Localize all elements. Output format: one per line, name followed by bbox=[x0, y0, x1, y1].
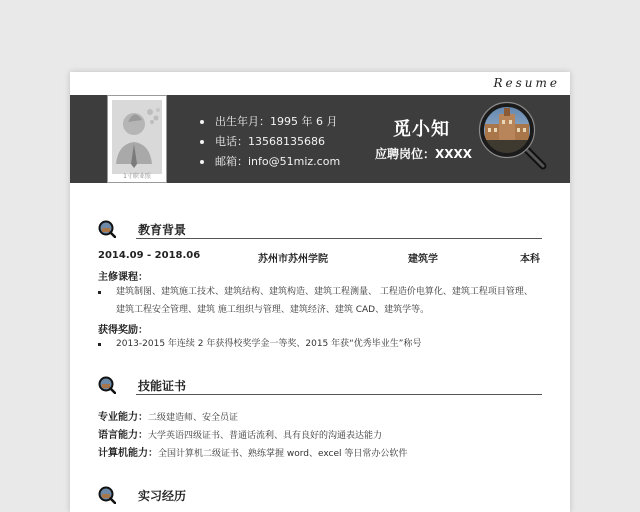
skill-row-professional bbox=[98, 408, 238, 423]
section-skills-title: 技能证书 bbox=[138, 379, 187, 393]
photo-frame bbox=[107, 95, 167, 183]
magnifier-small-icon bbox=[98, 486, 116, 504]
resume-label: Resume bbox=[493, 76, 560, 90]
awards-text: 2013-2015 年连续 2 年获得校奖学金一等奖、2015 年获“优秀毕业生”称号 bbox=[116, 339, 422, 349]
bullet-icon bbox=[200, 120, 204, 124]
section-internship-title: 实习经历 bbox=[138, 489, 187, 503]
education-period: 2014.09 - 2018.06 bbox=[98, 250, 201, 261]
resume-header bbox=[70, 95, 570, 183]
education-school: 苏州市苏州学院 bbox=[258, 254, 328, 265]
skill-value: 大学英语四级证书、普通话流利、具有良好的沟通表达能力 bbox=[148, 431, 383, 441]
info-birth bbox=[200, 112, 340, 132]
bullet-icon bbox=[98, 343, 101, 346]
personal-info-list bbox=[200, 112, 340, 172]
email-text: 邮箱：info@51miz.com bbox=[215, 155, 341, 168]
person-icon bbox=[112, 100, 162, 174]
section-education-title: 教育背景 bbox=[138, 223, 187, 237]
bullet-icon bbox=[200, 160, 204, 164]
skill-row-language bbox=[98, 426, 382, 441]
skill-value: 全国计算机二级证书、熟练掌握 word、excel 等日常办公软件 bbox=[158, 449, 408, 459]
bullet-icon bbox=[200, 140, 204, 144]
skill-label: 专业能力： bbox=[98, 412, 148, 423]
section-divider bbox=[136, 238, 542, 239]
resume-page bbox=[70, 72, 570, 512]
courses-line-2 bbox=[98, 302, 542, 319]
courses-text-2: 建筑工程安全管理、建筑 施工组织与管理、建筑经济、建筑 CAD、建筑学等。 bbox=[116, 305, 430, 315]
education-degree: 本科 bbox=[520, 254, 540, 265]
info-email bbox=[200, 152, 340, 172]
birth-text: 出生年月：1995 年 6 月 bbox=[215, 115, 338, 128]
candidate-name: 觅小知 bbox=[393, 119, 450, 140]
applied-position: 应聘岗位：XXXX bbox=[375, 147, 473, 161]
skill-label: 语言能力： bbox=[98, 430, 148, 441]
skill-value: 二级建造师、安全员证 bbox=[148, 413, 239, 423]
awards-line bbox=[98, 336, 542, 353]
photo-caption: 1寸职业照 bbox=[123, 173, 151, 180]
section-education-header bbox=[98, 220, 542, 240]
section-skills-header bbox=[98, 376, 542, 396]
section-divider bbox=[136, 394, 542, 395]
skill-row-computer bbox=[98, 444, 407, 459]
avatar bbox=[112, 100, 162, 174]
courses-label: 主修课程： bbox=[98, 272, 148, 283]
phone-text: 电话：13568135686 bbox=[215, 135, 325, 148]
info-phone bbox=[200, 132, 340, 152]
courses-text-1: 建筑制图、建筑施工技术、建筑结构、建筑构造、建筑工程测量、 工程造价电算化、建筑工程项目管理、 bbox=[116, 287, 533, 297]
skill-label: 计算机能力： bbox=[98, 448, 158, 459]
magnifier-small-icon bbox=[98, 220, 116, 238]
awards-label: 获得奖励： bbox=[98, 325, 148, 336]
bullet-icon bbox=[98, 291, 101, 294]
section-internship-header bbox=[98, 486, 542, 506]
education-major: 建筑学 bbox=[408, 254, 438, 265]
magnifier-small-icon bbox=[98, 376, 116, 394]
magnifier-icon bbox=[477, 100, 552, 175]
courses-line-1 bbox=[98, 284, 542, 301]
